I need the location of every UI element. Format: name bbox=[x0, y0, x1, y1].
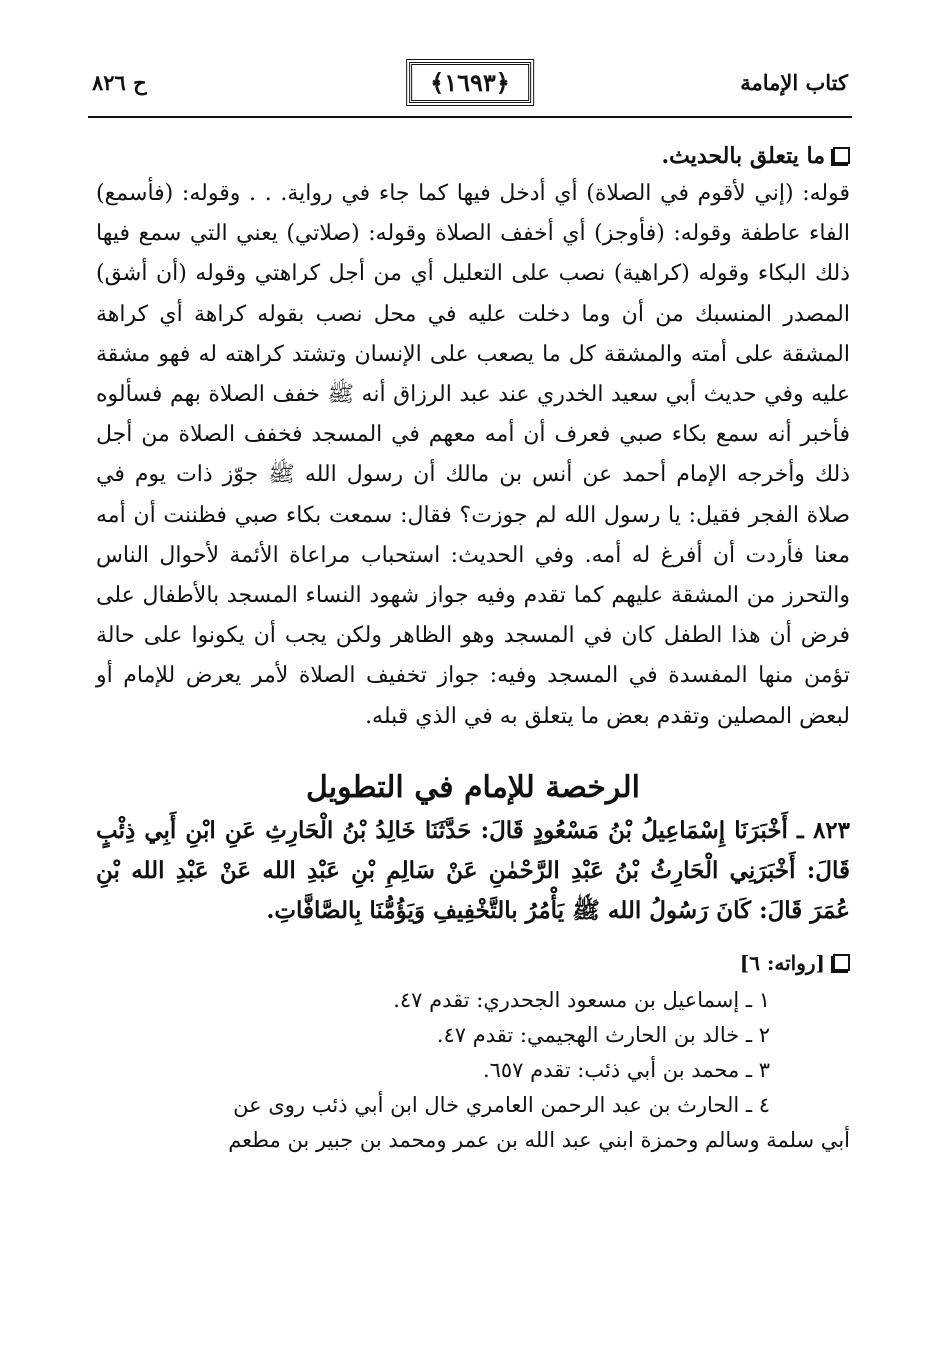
narrator-item: ٢ ـ خالد بن الحارث الهجيمي: تقدم ٤٧. bbox=[436, 1022, 770, 1047]
section-heading-text: ما يتعلق بالحديث. bbox=[661, 143, 825, 169]
page-content bbox=[96, 138, 850, 1158]
hadith-reference: ح ٨٢٦ bbox=[92, 70, 147, 95]
hadith-text: ٨٢٣ ـ أَخْبَرَنَا إِسْمَاعِيلُ بْنُ مَسْعُودٍ قَالَ: حَدَّثَنَا خَالِدُ بْنُ الْحَارِثِ عَنِ ابْنِ أَبِي ذِئْبٍ قَالَ: أَخْبَرَنِي الْحَارِثُ بْنُ عَبْدِ الرَّحْمٰنِ عَنْ سَالِمِ بْنِ عَبْدِ الله عَنْ عَبْدِ الله بْنِ عُمَرَ قَالَ: كَانَ رَسُولُ الله ﷺ يَأْمُرُ بالتَّخْفِيفِ وَيَؤُمُّنَا بِالصَّافَّاتِ. bbox=[96, 816, 850, 924]
narrator-continuation: أبي سلمة وسالم وحمزة ابني عبد الله بن عمر ومحمد بن جبير بن مطعم bbox=[228, 1127, 850, 1152]
page-header bbox=[92, 64, 848, 110]
section-heading bbox=[96, 138, 850, 174]
page-number: ﴿١٦٩٣﴾ bbox=[409, 62, 531, 103]
checkbox-icon bbox=[833, 954, 850, 971]
checkbox-icon bbox=[833, 147, 850, 164]
commentary-paragraph: قوله: (إني لأقوم في الصلاة) أي أدخل فيها كما جاء في رواية. . . وقوله: (فأسمع) الفاء عاطفة وقوله: (فأوجز) أي أخفف الصلاة وقوله: (صلاتي) يعني التي سمع فيها ذلك البكاء وقوله (كراهية) نصب على التعليل أي من أجل كراهتي وقوله (أن أشق) المصدر المنسبك من أن وما دخلت عليه في محل نصب بقوله كراهة أي كراهة المشقة على أمته والمشقة كل ما يصعب على الإنسان وتشتد كراهته له فهو مشقة عليه وفي حديث أبي سعيد الخدري عند عبد الرزاق أنه ﷺ خفف الصلاة بهم فسألوه فأخبر أنه سمع بكاء صبي فعرف أن أمه معهم في المسجد فخفف الصلاة من أجل ذلك وأخرجه الإمام أحمد عن أنس بن مالك أن رسول الله ﷺ جوّز ذات يوم في صلاة الفجر فقيل: يا رسول الله لم جوزت؟ فقال: سمعت بكاء صبي فظننت أن أمه معنا فأردت أن أفرغ له أمه. وفي الحديث: استحباب مراعاة الأئمة لأحوال الناس والتحرز من المشقة عليهم كما تقدم وفيه جواز شهود النساء المسجد بالأطفال على فرض أن هذا الطفل كان في المسجد وهو الظاهر ولكن يجب أن يكونوا على حالة تؤمن منها المفسدة في المسجد وفيه: جواز تخفيف الصلاة لأمر يعرض للإمام أو لبعض المصلين وتقدم بعض ما يتعلق به في الذي قبله. bbox=[96, 181, 850, 729]
narrator-item: ٤ ـ الحارث بن عبد الرحمن العامري خال ابن أبي ذئب روى عن bbox=[233, 1092, 770, 1117]
narrators-heading-text: [رواته: ٦] bbox=[739, 950, 825, 975]
narrator-item: ٣ ـ محمد بن أبي ذئب: تقدم ٦٥٧. bbox=[482, 1057, 770, 1082]
narrator-item: ١ ـ إسماعيل بن مسعود الجحدري: تقدم ٤٧. bbox=[393, 987, 770, 1012]
book-title: كتاب الإمامة bbox=[740, 70, 848, 95]
header-divider bbox=[88, 116, 852, 118]
chapter-title: الرخصة للإمام في التطويل bbox=[306, 769, 640, 805]
narrators-heading bbox=[96, 945, 850, 981]
narrators-list bbox=[96, 983, 850, 1123]
